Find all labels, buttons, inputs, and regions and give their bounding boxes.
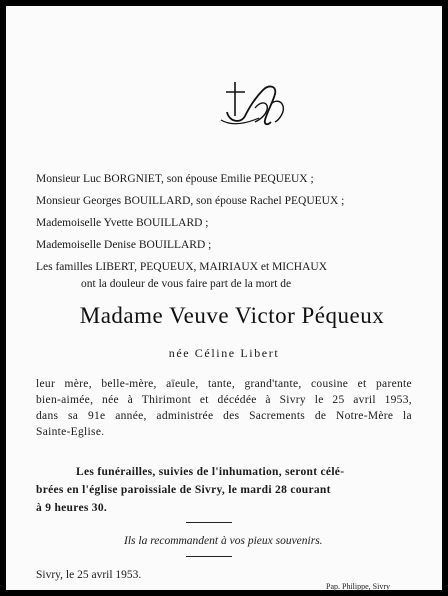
monogram-logo: [215, 80, 295, 130]
funeral-line-1: Les funérailles, suivies de l'inhumation, seront célé-: [76, 466, 345, 478]
details-line-3: dans sa 91e année, administrée des Sacrements de Notre-Mère la: [36, 410, 412, 422]
family-line-3: Mademoiselle Yvette BOUILLARD ;: [36, 217, 209, 229]
printer-credit: Pap. Philippe, Sivry: [326, 582, 391, 591]
details-line-4: Sainte-Eglise.: [36, 426, 105, 438]
family-line-5: Les familles LIBERT, PEQUEUX, MAIRIAUX et MICHAUX: [36, 261, 328, 273]
family-line-4: Mademoiselle Denise BOUILLARD ;: [36, 239, 212, 251]
family-line-2: Monsieur Georges BOUILLARD, son épouse Rachel PEQUEUX ;: [36, 195, 345, 207]
details-line-1: leur mère, belle-mère, aïeule, tante, grand'tante, cousine et parente: [36, 378, 412, 390]
family-line-1: Monsieur Luc BORGNIET, son épouse Emilie PEQUEUX ;: [36, 173, 314, 185]
funeral-line-2: brées en l'église paroissiale de Sivry, le mardi 28 courant: [36, 484, 331, 496]
recommendation-line: Ils la recommandent à vos pieux souvenirs.: [124, 535, 323, 547]
details-line-2: bien-aimée, née à Thirimont et décédée à Sivry le 25 avril 1953,: [36, 394, 412, 406]
maiden-name: née Céline Libert: [168, 346, 280, 360]
divider-top: [186, 522, 232, 523]
details-paragraph: [36, 376, 412, 440]
divider-bottom: [186, 556, 232, 557]
place-date: Sivry, le 25 avril 1953.: [36, 569, 142, 581]
announcement-line: ont la douleur de vous faire part de la mort de: [81, 278, 292, 290]
deceased-name: Madame Veuve Victor Péqueux: [79, 303, 385, 328]
funeral-line-3: à 9 heures 30.: [36, 502, 108, 514]
funeral-card: [6, 6, 442, 590]
